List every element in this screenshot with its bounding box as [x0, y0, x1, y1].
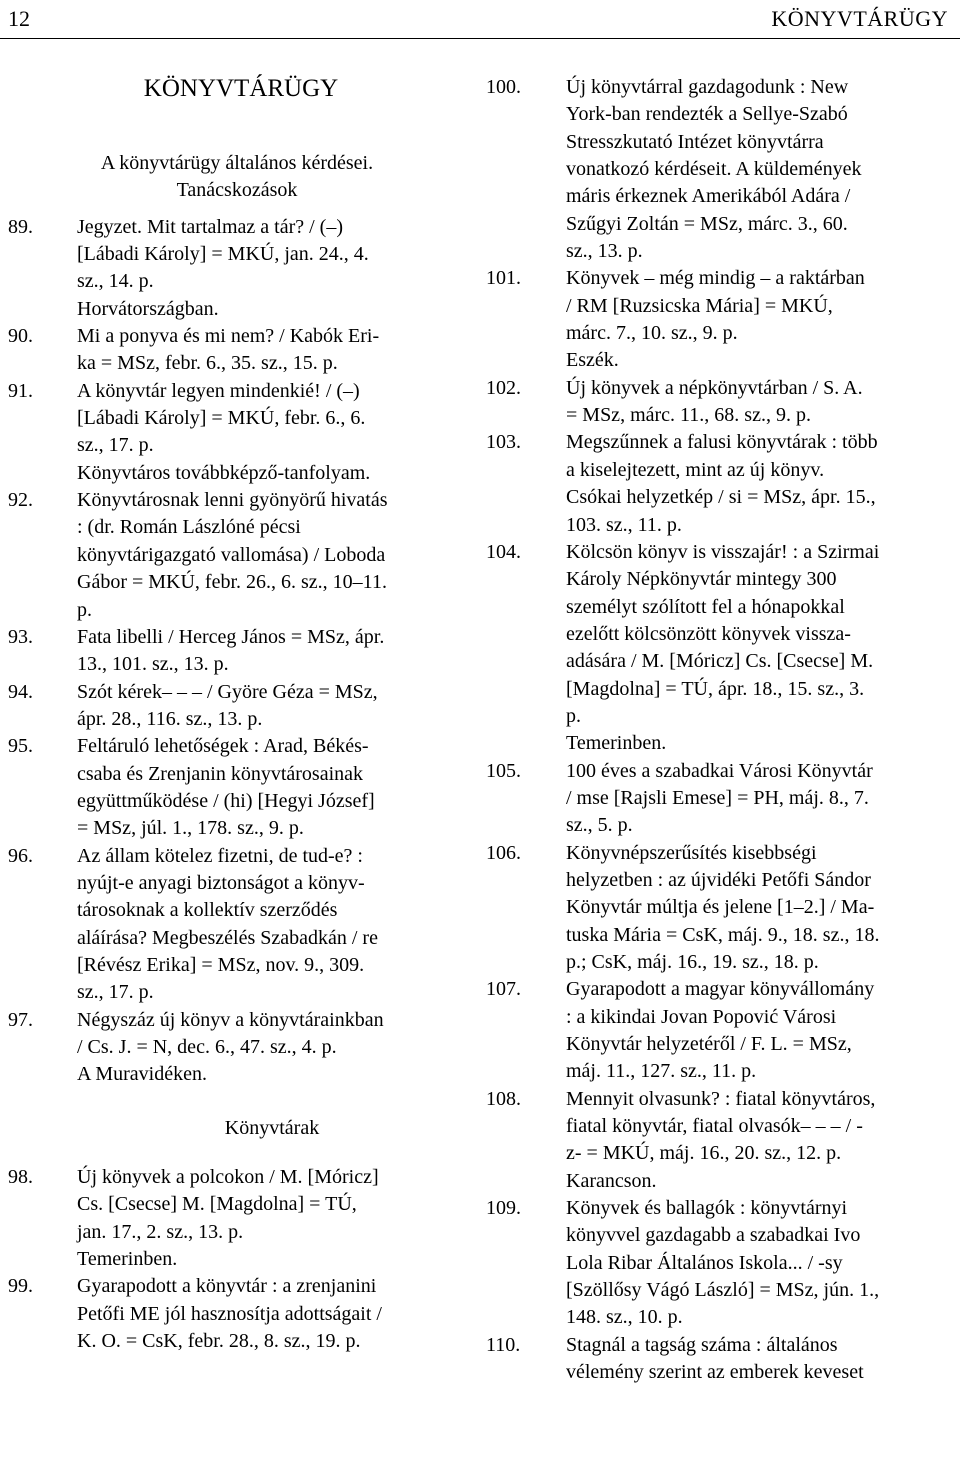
- entry-line: sz., 14. p.: [77, 270, 154, 293]
- entry-line: [Révész Erika] = MSz, nov. 9., 309.: [77, 953, 365, 976]
- entry-list: [8, 1164, 466, 1355]
- entry-text: [566, 1195, 954, 1332]
- page-header: [0, 0, 960, 39]
- entry-line: Szót kérek– – – / Györe Géza = MSz,: [77, 680, 378, 703]
- entry-line: fiatal könyvtár, fiatal olvasók– – – / -: [566, 1115, 863, 1138]
- entry-line: Feltáruló lehetőségek : Arad, Békés-: [77, 735, 369, 758]
- subsection-subtitle: Tanácskozások: [176, 179, 298, 202]
- entry-text: [77, 214, 466, 323]
- entry-line: márc. 7., 10. sz., 9. p.: [566, 322, 738, 345]
- entry-line: máris érkeznek Amerikából Adára /: [566, 185, 851, 208]
- entry-line: Karancson.: [566, 1169, 657, 1192]
- entry-text: [77, 624, 466, 679]
- entry-line: együttműködése / (hi) [Hegyi József]: [77, 789, 375, 812]
- entry-line: [Lábadi Károly] = MKÚ, jan. 24., 4.: [77, 243, 369, 266]
- entry-line: Horvátországban.: [77, 297, 219, 320]
- entry-line: Stresszkutató Intézet könyvtárra: [566, 130, 824, 153]
- entry-line: sz., 17. p.: [77, 434, 154, 457]
- entry-line: Új könyvek a polcokon / M. [Móricz]: [77, 1166, 379, 1189]
- entry-line: A Muravidéken.: [77, 1063, 207, 1086]
- page-number: 12: [8, 6, 30, 31]
- entry-number: 97.: [8, 1008, 33, 1031]
- entry-text: [566, 1332, 954, 1387]
- entry-number: 91.: [8, 379, 33, 402]
- entry-number: 99.: [8, 1275, 33, 1298]
- entry-line: Új könyvtárral gazdagodunk : New: [566, 76, 849, 98]
- entry-text: [77, 679, 466, 734]
- entry-number: 98.: [8, 1166, 33, 1189]
- entry-line: Az állam kötelez fizetni, de tud-e? :: [77, 844, 363, 867]
- entry-text: [77, 487, 466, 624]
- entry-text: [77, 1273, 466, 1355]
- entry-line: p.; CsK, máj. 16., 19. sz., 18. p.: [566, 951, 819, 973]
- entry-line: Gyarapodott a magyar könyvállomány: [566, 978, 875, 1001]
- entry-number: 106.: [486, 841, 521, 864]
- entry-line: Könyvtárosnak lenni gyönyörű hivatás: [77, 489, 388, 512]
- entry-line: vélemény szerint az emberek keveset: [566, 1361, 864, 1384]
- entry-line: = MSz, júl. 1., 178. sz., 9. p.: [77, 817, 304, 840]
- bibliography-entry: [8, 1273, 466, 1355]
- entry-number: 105.: [486, 759, 521, 782]
- entry-line: Kölcsön könyv is visszajár! : a Szirmai: [566, 540, 880, 563]
- entry-line: sz., 17. p.: [77, 981, 154, 1004]
- entry-line: Könyvek és ballagók : könyvtárnyi: [566, 1197, 848, 1220]
- bibliography-entry: [8, 679, 466, 734]
- entry-line: Új könyvek a népkönyvtárban / S. A.: [566, 376, 863, 399]
- entry-text: [566, 539, 954, 758]
- entry-line: K. O. = CsK, febr. 28., 8. sz., 19. p.: [77, 1330, 361, 1353]
- entry-number: 95.: [8, 735, 33, 758]
- entry-line: ezelőtt kölcsönzött könyvek vissza-: [566, 622, 851, 645]
- entry-line: Petőfi ME jól hasznosítja adottságait /: [77, 1302, 382, 1325]
- entry-line: Gábor = MKÚ, febr. 26., 6. sz., 10–11.: [77, 571, 387, 594]
- entry-line: könyvtárigazgató vallomása) / Loboda: [77, 543, 386, 566]
- bibliography-entry: [486, 1195, 954, 1332]
- entry-line: 148. sz., 10. p.: [566, 1306, 683, 1329]
- entry-line: Jegyzet. Mit tartalmaz a tár? / (–): [77, 215, 343, 238]
- entry-number: 108.: [486, 1087, 521, 1110]
- entry-text: [566, 429, 954, 538]
- entry-line: tuska Mária = CsK, máj. 9., 18. sz., 18.: [566, 923, 880, 946]
- bibliography-entry: [8, 487, 466, 624]
- entry-line: adására / M. [Móricz] Cs. [Csecse] M.: [566, 650, 874, 673]
- bibliography-entry: [8, 214, 466, 323]
- bibliography-entry: [486, 429, 954, 538]
- entry-line: : (dr. Román Lászlóné pécsi: [77, 516, 301, 539]
- entry-list: [486, 74, 954, 1387]
- entry-line: Fata libelli / Herceg János = MSz, ápr.: [77, 625, 385, 648]
- bibliography-entry: [486, 1086, 954, 1195]
- subsection-heading: Könyvtárak: [224, 1116, 320, 1139]
- entry-line: Könyvtár múltja és jelene [1–2.] / Ma-: [566, 896, 875, 919]
- entry-number: 101.: [486, 267, 521, 290]
- entry-number: 93.: [8, 625, 33, 648]
- entry-line: [Szöllősy Vágó László] = MSz, jún. 1.,: [566, 1279, 880, 1302]
- entry-line: ka = MSz, febr. 6., 35. sz., 15. p.: [77, 352, 338, 375]
- bibliography-entry: [486, 539, 954, 758]
- entry-line: ápr. 28., 116. sz., 13. p.: [77, 707, 263, 730]
- entry-line: Mi a ponyva és mi nem? / Kabók Eri-: [77, 325, 380, 348]
- bibliography-entry: [8, 624, 466, 679]
- bibliography-entry: [486, 74, 954, 265]
- subsection-title: A könyvtárügy általános kérdései.: [100, 152, 374, 174]
- entry-line: Mennyit olvasunk? : fiatal könyvtáros,: [566, 1087, 876, 1110]
- entry-line: p.: [566, 704, 581, 727]
- entry-number: 92.: [8, 489, 33, 512]
- bibliography-entry: [8, 733, 466, 842]
- entry-line: A könyvtár legyen mindenkié! / (–): [77, 379, 360, 402]
- entry-text: [77, 1164, 466, 1273]
- entry-line: Csókai helyzetkép / si = MSz, ápr. 15.,: [566, 486, 876, 509]
- entry-line: Temerinben.: [77, 1248, 178, 1271]
- section-title: KÖNYVTÁRÜGY: [143, 75, 339, 102]
- entry-line: z- = MKÚ, máj. 16., 20. sz., 12. p.: [566, 1142, 842, 1165]
- entry-line: Stagnál a tagság száma : általános: [566, 1333, 838, 1356]
- entry-line: : a kikindai Jovan Popović Városi: [566, 1005, 837, 1028]
- entry-text: [77, 1007, 466, 1089]
- entry-line: tárosoknak a kollektív szerződés: [77, 899, 338, 922]
- entry-line: sz., 5. p.: [566, 814, 633, 837]
- entry-line: Könyvek – még mindig – a raktárban: [566, 267, 865, 290]
- entry-line: vonatkozó kérdéseit. A küldemények: [566, 158, 862, 181]
- entry-line: = MSz, márc. 11., 68. sz., 9. p.: [566, 404, 811, 427]
- bibliography-entry: [8, 378, 466, 487]
- entry-text: [77, 733, 466, 842]
- bibliography-entry: [8, 1164, 466, 1273]
- entry-line: Könyvnépszerűsítés kisebbségi: [566, 841, 817, 864]
- entry-line: aláírása? Megbeszélés Szabadkán / re: [77, 926, 378, 949]
- entry-text: [566, 375, 954, 430]
- bibliography-entry: [486, 375, 954, 430]
- entry-line: / mse [Rajsli Emese] = PH, máj. 8., 7.: [566, 786, 869, 809]
- bibliography-entry: [486, 1332, 954, 1387]
- entry-number: 104.: [486, 540, 521, 563]
- left-column: [8, 74, 466, 1355]
- entry-number: 89.: [8, 215, 33, 238]
- entry-line: Gyarapodott a könyvtár : a zrenjanini: [77, 1275, 377, 1298]
- entry-line: Cs. [Csecse] M. [Magdolna] = TÚ,: [77, 1193, 357, 1216]
- entry-number: 107.: [486, 978, 521, 1001]
- entry-line: York-ban rendezték a Sellye-Szabó: [566, 103, 848, 126]
- entry-line: könyvvel gazdagabb a szabadkai Ivo: [566, 1224, 861, 1247]
- entry-number: 109.: [486, 1197, 521, 1220]
- entry-text: [77, 378, 466, 487]
- entry-line: [Lábadi Károly] = MKÚ, febr. 6., 6.: [77, 407, 366, 430]
- bibliography-entry: [486, 840, 954, 977]
- entry-number: 100.: [486, 76, 521, 98]
- entry-line: / RM [Ruzsicska Mária] = MKÚ,: [566, 294, 833, 317]
- entry-line: Károly Népkönyvtár mintegy 300: [566, 568, 837, 591]
- entry-number: 94.: [8, 680, 33, 703]
- entry-line: Temerinben.: [566, 732, 667, 755]
- entry-line: Négyszáz új könyv a könyvtárainkban: [77, 1008, 384, 1031]
- entry-line: Könyvtáros továbbképző-tanfolyam.: [77, 461, 371, 484]
- entry-line: Eszék.: [566, 349, 619, 372]
- bibliography-entry: [8, 843, 466, 1007]
- entry-text: [566, 1086, 954, 1195]
- entry-number: 102.: [486, 376, 521, 399]
- bibliography-entry: [8, 323, 466, 378]
- entry-text: [566, 758, 954, 840]
- bibliography-entry: [486, 976, 954, 1085]
- entry-line: 13., 101. sz., 13. p.: [77, 653, 229, 676]
- entry-line: nyújt-e anyagi biztonságot a könyv-: [77, 871, 365, 894]
- entry-line: Lola Ribar Általános Iskola... / -sy: [566, 1251, 843, 1274]
- entry-number: 103.: [486, 431, 521, 454]
- entry-line: csaba és Zrenjanin könyvtárosainak: [77, 762, 364, 785]
- entry-number: 96.: [8, 844, 33, 867]
- entry-text: [566, 265, 954, 374]
- entry-line: helyzetben : az újvidéki Petőfi Sándor: [566, 868, 871, 891]
- entry-number: 110.: [486, 1333, 521, 1356]
- entry-text: [77, 843, 466, 1007]
- entry-line: / Cs. J. = N, dec. 6., 47. sz., 4. p.: [77, 1036, 337, 1058]
- entry-line: p.: [77, 598, 92, 621]
- right-column: [486, 74, 954, 1387]
- entry-line: Könyvtár helyzetéről / F. L. = MSz,: [566, 1033, 852, 1056]
- entry-list: [8, 214, 466, 1089]
- entry-line: 100 éves a szabadkai Városi Könyvtár: [566, 759, 873, 782]
- entry-line: személyt szólított fel a hónapokkal: [566, 595, 845, 618]
- entry-line: a kiselejtezett, mint az új könyv.: [566, 458, 825, 481]
- entry-line: Megszűnnek a falusi könyvtárak : több: [566, 431, 878, 454]
- entry-line: sz., 13. p.: [566, 240, 643, 263]
- entry-text: [566, 976, 954, 1085]
- bibliography-entry: [486, 265, 954, 374]
- entry-line: 103. sz., 11. p.: [566, 513, 682, 536]
- bibliography-entry: [8, 1007, 466, 1089]
- entry-text: [77, 323, 466, 378]
- entry-text: [566, 74, 954, 265]
- entry-line: [Magdolna] = TÚ, ápr. 18., 15. sz., 3.: [566, 677, 865, 700]
- entry-text: [566, 840, 954, 977]
- running-title: KÖNYVTÁRÜGY: [771, 6, 948, 31]
- bibliography-entry: [486, 758, 954, 840]
- entry-line: jan. 17., 2. sz., 13. p.: [77, 1220, 244, 1243]
- entry-number: 90.: [8, 325, 33, 348]
- entry-line: Szűgyi Zoltán = MSz, márc. 3., 60.: [566, 212, 848, 235]
- entry-line: máj. 11., 127. sz., 11. p.: [566, 1060, 757, 1083]
